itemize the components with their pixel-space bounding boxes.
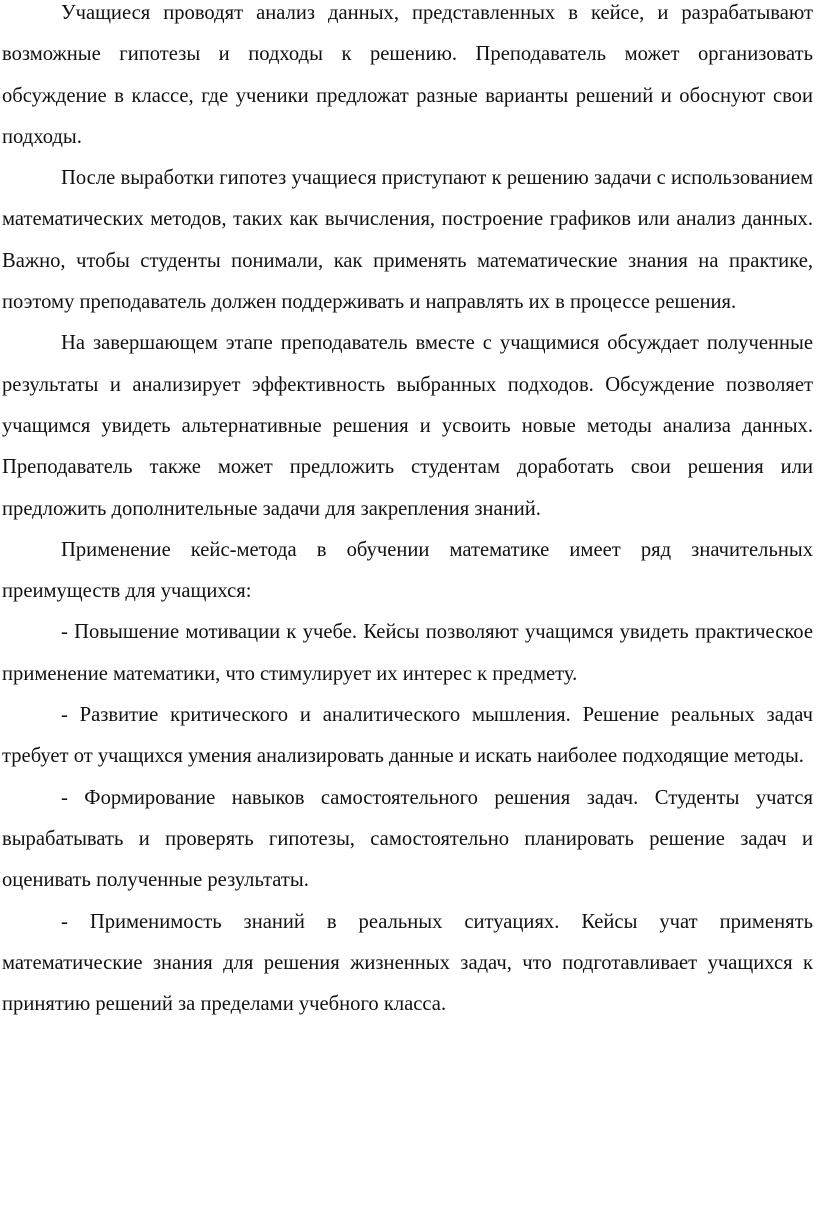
list-item-motivation: - Повышение мотивации к учебе. Кейсы позволяют учащимся увидеть практическое применение математики, что стимулирует их интерес к предмету. <box>2 621 813 685</box>
list-item-critical-thinking: - Развитие критического и аналитического мышления. Решение реальных задач требует от учащихся умения анализировать данные и искать наиболее подходящие методы. <box>2 704 813 768</box>
list-item-applicability: - Применимость знаний в реальных ситуациях. Кейсы учат применять математические знания для решения жизненных задач, что подготавливает учащихся к принятию решений за пределами учебного класса. <box>2 910 813 1016</box>
paragraph-solving: После выработки гипотез учащиеся приступают к решению задачи с использованием математических методов, таких как вычисления, построение графиков или анализ данных. Важно, чтобы студенты понимали, как применять математические знания на практике, поэтому преподаватель должен поддерживать и направлять их в процессе решения. <box>2 167 813 314</box>
paragraph-advantages-intro: Применение кейс-метода в обучении математике имеет ряд значительных преимуществ для учащихся: <box>2 538 813 603</box>
paragraph-analysis: Учащиеся проводят анализ данных, представленных в кейсе, и разрабатывают возможные гипотезы и подходы к решению. Преподаватель может организовать обсуждение в классе, где ученики предложат разные варианты решений и обоснуют свои подходы. <box>2 2 813 148</box>
paragraph-final-stage: На завершающем этапе преподаватель вместе с учащимися обсуждает полученные результаты и анализирует эффективность выбранных подходов. Обсуждение позволяет учащимся увидеть альтернативные решения и усвоить новые методы анализа данных. Преподаватель также может предложить студентам доработать свои решения или предложить дополнительные задачи для закрепления знаний. <box>2 332 813 520</box>
list-item-independent-solving: - Формирование навыков самостоятельного решения задач. Студенты учатся вырабатывать и проверять гипотезы, самостоятельно планировать решение задач и оценивать полученные результаты. <box>2 786 813 892</box>
